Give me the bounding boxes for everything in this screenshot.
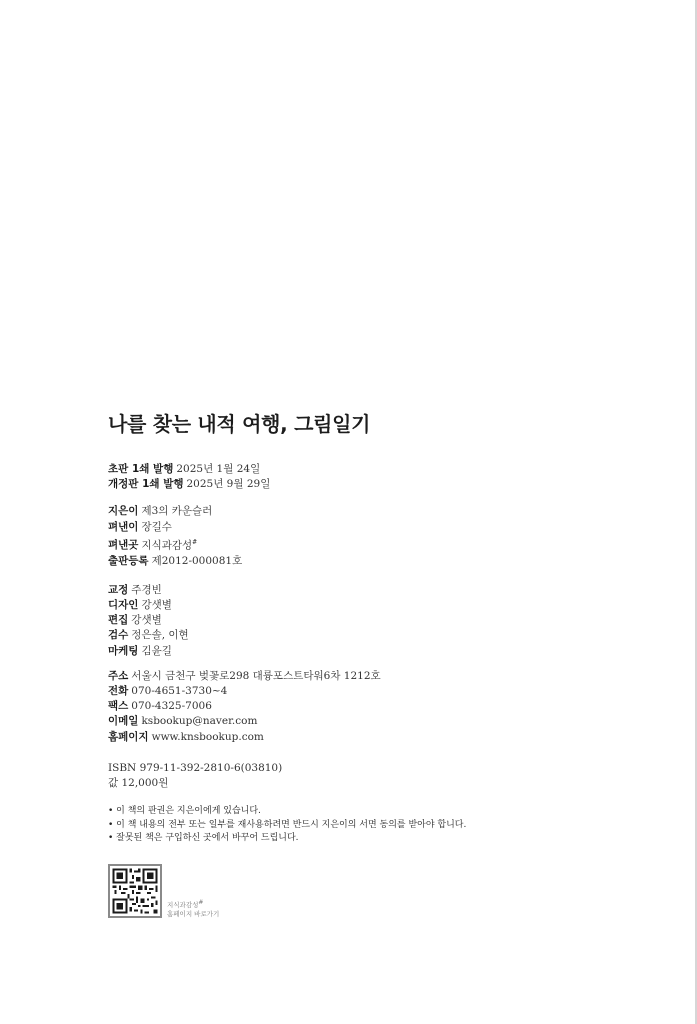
press-value: 지식과감성: [141, 539, 193, 552]
note-item: • 이 책 내용의 전부 또는 일부를 재사용하려면 반드시 지은이의 서면 동의를 받아야 합니다.: [108, 819, 467, 830]
registration-row: [108, 554, 668, 569]
staff-row: [108, 583, 668, 598]
qr-caption-mark: #: [198, 898, 204, 906]
staff-row: [108, 613, 668, 628]
contact-info: [108, 669, 668, 745]
contact-row: [108, 684, 668, 699]
contact-label: 전화: [108, 684, 129, 697]
qr-caption-line1: 지식과감성: [167, 900, 199, 909]
registration-label: 출판등록: [108, 554, 149, 567]
staff-value: 강샛별: [141, 598, 172, 611]
staff-label: 검수: [108, 629, 129, 642]
revised-edition-label: 개정판 1쇄 발행: [108, 478, 184, 491]
notes: [108, 805, 668, 846]
staff-row: [108, 598, 668, 613]
contact-row: [108, 669, 668, 684]
colophon: [108, 408, 668, 920]
staff-value: 강샛별: [131, 614, 162, 627]
qr-caption: [167, 898, 219, 919]
qr-caption-line2: 홈페이지 바로가기: [167, 909, 220, 918]
press-label: 펴낸곳: [108, 539, 139, 552]
fax-value: 070-4325-7006: [131, 700, 212, 713]
staff-label: 마케팅: [108, 644, 139, 657]
publisher-row: [108, 520, 668, 535]
contact-label: 팩스: [108, 700, 129, 713]
homepage-value: www.knsbookup.com: [151, 730, 264, 743]
contact-label: 이메일: [108, 715, 139, 728]
contact-row: [108, 714, 668, 729]
first-edition-date: 2025년 1월 24일: [176, 463, 261, 475]
press-row: [108, 535, 668, 554]
note-item: • 잘못된 책은 구입하신 곳에서 바꾸어 드립니다.: [108, 833, 299, 844]
edition-info: [108, 462, 668, 492]
qr-code[interactable]: [108, 864, 162, 918]
first-edition-row: [108, 462, 668, 477]
author-label: 지은이: [108, 505, 139, 518]
staff-value: 김윤길: [141, 644, 172, 657]
isbn: ISBN 979-11-392-2810-6(03810): [108, 761, 283, 774]
address-value: 서울시 금천구 벚꽃로298 대륭포스트타워6차 1212호: [131, 669, 381, 682]
isbn-block: [108, 761, 668, 791]
staff-row: [108, 644, 668, 659]
staff-value: 정은솔, 이현: [131, 629, 189, 642]
price: 값 12,000원: [108, 776, 169, 789]
contact-row: [108, 730, 668, 745]
revised-edition-date: 2025년 9월 29일: [186, 478, 271, 491]
contact-label: 홈페이지: [108, 730, 149, 743]
author-value: 제3의 카운슬러: [141, 505, 213, 518]
staff-label: 교정: [108, 583, 129, 596]
publisher-label: 펴낸이: [108, 520, 139, 533]
email-value: ksbookup@naver.com: [141, 715, 258, 728]
publishing-info: [108, 504, 668, 568]
qr-section: [108, 864, 308, 920]
staff-label: 편집: [108, 614, 129, 627]
publisher-value: 장길수: [141, 520, 172, 533]
contact-label: 주소: [108, 669, 129, 682]
author-row: [108, 504, 668, 519]
phone-value: 070-4651-3730~4: [131, 684, 228, 697]
staff-row: [108, 628, 668, 643]
first-edition-label: 초판 1쇄 발행: [108, 463, 174, 475]
revised-edition-row: [108, 477, 668, 492]
staff-label: 디자인: [108, 598, 139, 611]
note-item: • 이 책의 판권은 지은이에게 있습니다.: [108, 806, 261, 817]
press-mark: #: [192, 538, 198, 546]
contact-row: [108, 699, 668, 714]
staff-info: [108, 583, 668, 659]
book-title: 나를 찾는 내적 여행, 그림일기: [108, 412, 371, 436]
registration-value: 제2012-000081호: [151, 554, 243, 567]
staff-value: 주경빈: [131, 583, 162, 596]
